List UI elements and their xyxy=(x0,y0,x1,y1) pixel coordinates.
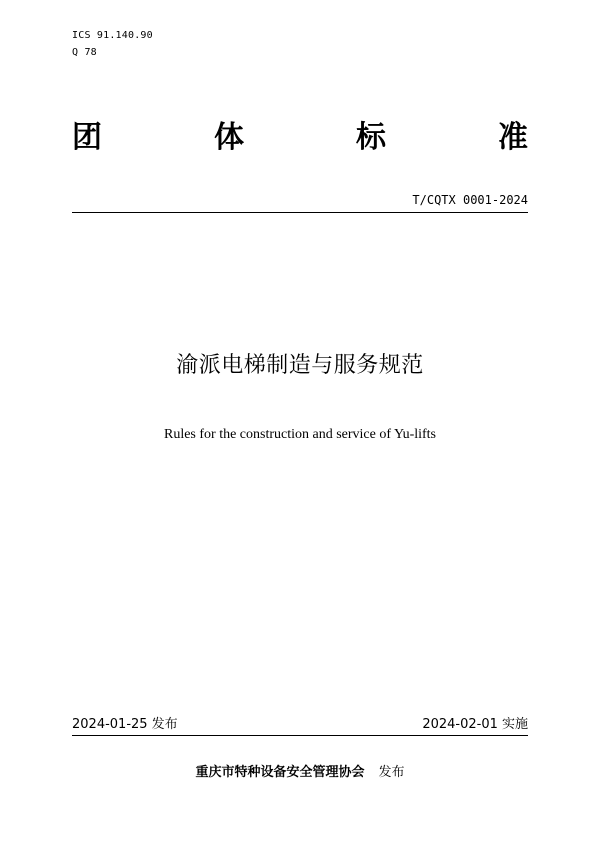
standard-number: T/CQTX 0001-2024 xyxy=(412,193,528,207)
publisher-line xyxy=(0,764,600,782)
ics-code: ICS 91.140.90 xyxy=(72,30,153,41)
standard-type-char: 体 xyxy=(214,120,244,155)
header-divider xyxy=(72,212,528,213)
standard-type-char: 团 xyxy=(72,120,102,155)
document-title-en: Rules for the construction and service of Yu-lifts xyxy=(163,427,437,442)
standard-type-char: 标 xyxy=(356,120,386,155)
document-title-zh: 渝派电梯制造与服务规范 xyxy=(176,353,424,378)
standard-type-char: 准 xyxy=(498,120,528,155)
footer-divider xyxy=(72,735,528,736)
publisher-action: 发布 xyxy=(378,765,405,780)
publisher-org: 重庆市特种设备安全管理协会 xyxy=(195,765,365,780)
issue-date: 2024-01-25 发布 xyxy=(72,717,178,732)
effective-date: 2024-02-01 实施 xyxy=(422,717,528,732)
standard-type-heading xyxy=(72,118,528,158)
ccs-code: Q 78 xyxy=(72,47,97,58)
